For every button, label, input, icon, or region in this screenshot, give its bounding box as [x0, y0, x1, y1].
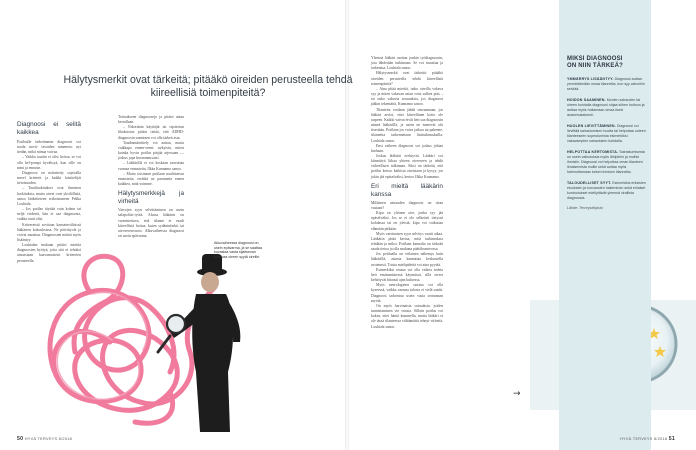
paragraph: Ensi vaiheen diagnoosi voi joskus johtaa harhaan.	[371, 143, 443, 153]
sidebar-list	[567, 77, 647, 211]
paragraph: Tottuakseen diagnooseja ja pitäisi antaa kerrallaan.	[118, 115, 184, 125]
article-headline: Hälytysmerkit ovat tärkeitä; pitääkö oireiden perusteella tehdä kiireellisiä toimenpiteitä?	[63, 74, 353, 99]
section-heading-diagnoosi: Diagnoosi ei selitä kaikkea	[17, 121, 81, 136]
column-3	[371, 56, 443, 330]
page-number-left: 50	[17, 436, 24, 442]
paragraph: – Jos potilas täyttää vain kolme tai neljä viidestä, hän ei saa diagnoosia, vaikka tauti olisi.	[17, 207, 81, 222]
detective-silhouette	[170, 254, 240, 432]
paragraph: – Mutta toisinaan potilaan naulittaessa ennustetta, eivätkä ne paranneta ennen kaikkea, mitä voimme.	[118, 171, 184, 187]
sidebar-title: MIKSI DIAGNOOSI ON NIIN TÄRKEÄ?	[567, 56, 623, 70]
section-heading-halytysmerkit: Hälytysmerkkejä ja virheitä	[118, 190, 184, 206]
paragraph: Hälytysmerkit ovat tärkeitä: pitääkö oireiden perusteella tehdä kiireellisiä toimenpiteitä?	[371, 71, 443, 86]
page-number-right: 51	[668, 436, 676, 442]
paragraph: On myös harvinaisia sairauksia, joiden tunnistaminen vie vuosia. Silloin potilas voi kokea, ettei häntä kuunnella, mutta lääkäri ei ole tässä tilanteessa välttämättä tehnyt virhettä, Louhiala sanoo.	[371, 303, 443, 329]
paragraph: – Aina pitää miettiä, onko oireilla vakava syy ja miten vakavan asian voisi sulkea pois – tai onko vakavia seurauksia, jos diagnoosi jääkin tekemättä, Kunnamo sanoo.	[371, 86, 443, 107]
footer-label-left: HYVÄ TERVEYS 8/2018	[24, 437, 73, 441]
paragraph: Vaivojen syyn selvittäminen on usein salapoliisi-työtä. Alussa lääkärin on varmistettava, että tilanne ei vaadi kiireellistä hoitoa, kuten sydäninfarkti tai aivoverenvuoto. Alkuvaiheessa diagnoosi on usein epävarma.	[118, 208, 184, 238]
paragraph: Taudinmäärittely voi auttaa, mutta vaikkapa ennen-seeni: nykyisin, miten kuinka hyvin potilas pärjää arjessaan — joskus jopa huononnuvasti.	[118, 140, 184, 161]
paragraph: Esimerkiksi reuma voi olla vaikea todeta heti ensimmäisessä käynnissä, sillä oireet kehittyvät hitaasti ajan kuluessa.	[371, 267, 443, 283]
sidebar-source: Lähde: Terveyskirjasto	[567, 206, 603, 211]
list-item: YMMÄRRYS LISÄÄNTYY. Diagnoosi auttaa ymmärtämään omaa tilannetta, kun syy vaivoihin selviää.	[567, 77, 645, 92]
continue-arrow-icon: →	[513, 389, 521, 399]
paragraph: Louhialan mukaan pitäisi miettiä diagnoosien hyötyä, jotta sitä ei tehtäisi ainoastaan kaavamaisesti kriteerien perusteella.	[17, 243, 81, 263]
list-item: HOIDON SAAMINEN. Monien sairauden tai oireen kohdalla diagnoosi ohjaa siihen hoitoon ja auttaa myös hoitamaan omaa itseä asianmukaisesti.	[567, 97, 645, 118]
footer-left	[17, 436, 72, 442]
page-spine	[345, 0, 349, 450]
paragraph: Myös varsinaisen syyn selvitys vaatii aikaa. Lääkärin pitää kertoa, mitä tutkimuksia tehdään ja miksi. Potilaan kannalta on tärkeää saada tietoa ja olla mukana päätöksenteossa.	[371, 231, 443, 252]
paragraph: Diagnoosi on määritetty sopivalla merel kriteerit ja kaikki käsittelijät tietoisuuden.	[17, 170, 81, 186]
paragraph: Tilanteita voidaan jäädä seuraamaan, jos lääkäri arvioi, ettei kiireellinen hoito ole tarpeen. Kaikki vaivat eivät heti saa diagnoosin nimeä lääkärillä, ja usein ne menevät ohi itsestään. Potilaan jos vaiva jatkuu tai pahenee, tilannetta tarkennetaan lisätutkimuksilla, Louhiala sanoo.	[371, 107, 444, 143]
section-heading-eri-mielta: Eri mieltä lääkärin kanssa	[371, 182, 443, 198]
list-item: HUOLEN LIEVITTÄMINEN. Diagnoosi voi lievittää sairastumisen huolta tai helpottaa uuteen tilanteeseen sopeutumista esimerkiksi vakavampien sairauksien kohdalla.	[567, 123, 646, 143]
paragraph: Millainen sairauden diagnoosi on ottaa vastaan?	[371, 200, 443, 210]
paragraph: Myös neurologinen sairaus voi olla kyseessä, vaikka varmaa tulosta ei vielä saada. Diagnoosi tarkentuu usein vasta seurannan myötä.	[371, 283, 443, 303]
paragraph: Kipu on yleinen oire, jonka syy jää epäselväksi. Jos se ei ole selkeästi tietyssä kohdassa tai on yleistä, kipu voi vaikuttaa elämään pitkään.	[371, 211, 443, 231]
footer-right	[620, 436, 675, 442]
paragraph: – Vaikka tautiin ei olisi hoitoa, se voi olla hel-pompi hyväksyä, kun sille on nimi ja ennuste.	[17, 155, 81, 170]
paragraph: Yleensä lääkäri asettaa jonkin työdiagnoosin, jota lähdetään tutkimaan. Se voi muuttua ja tarkentua, Louhiala sanoo.	[371, 56, 443, 71]
list-item: HELPOTTAA KERTOMISTA. Sairastumisesta on usein vaikutuksia myös lähipiiriin ja muihin ihmisiin. Diagnoosi voi helpottaa oman tilanteen ilmaisemista muille sekä auttaa myös hahmottamaan toisen ihmisen tilannetta.	[567, 149, 645, 174]
image-caption: Alkuvaiheessa diagnoosi on usein epävarma, ja se saattaa kuvastaa vasta sijaitsevan toimivaa oireen syytä oireille.	[214, 241, 262, 259]
column-2	[118, 115, 184, 239]
paragraph: – Tautiluokitukset ovat ihmisten luokituksia, mutta oireet ovat yksilöllisiä, sanoo lääketieteen erikoistuneen Pekka Louhiala.	[17, 186, 81, 206]
paragraph: Jos potilaalla on erilainen näkemys kuin lääkärillä, asiasta kannattaa keskustella avoimesti. Toista mielipidettä voi aina pyytää.	[371, 252, 443, 267]
paragraph: Kriteereistä sovitaan kansainvälisissä lääkärien kokouksissa. Ne päivittyvät ja voivat muuttua. Diagnoosien määrä myös lisääntyy.	[17, 222, 81, 242]
paragraph: Joskus lääkärit erehtyvät. Lääkäri voi kiinnittyä liikaa yhteen oireeseen ja tehdä virheellisen tulkinnan. Siksi on tärkeää, että potilas kertoo kaikista oireistaan ja kysyy, jos jokin jää epäselväksi, kertoo Ilkka Kunnamo.	[371, 153, 443, 179]
red-tangle	[50, 256, 215, 423]
list-item: TALOUDELLISET SYYT. Esimerkiksi erilaisten etuuksien ja korvausten hakeminen sekä erilaiset kuntoutukset edellyttävät yleensä virallista diagnoosia.	[567, 180, 646, 200]
paragraph: – Nikotiinin käyttäjät tai rajoitetun lihaksiston pitäisi tietää, että ADHD-diagnoosin saaminen voi olla tärkeä asia.	[118, 125, 184, 140]
footer-label-right: HYVÄ TERVEYS 8/2018	[620, 437, 668, 441]
paragraph: – Lääkärillä ei voi koskaan saavuttaa varmaa ennustetta, Ilkka Kunnamo sanoo.	[118, 161, 184, 171]
tangled-line-illustration	[30, 232, 280, 432]
paragraph: Potilaalle tärkeämmin diagnoosi voi tuoda tarvit- tavaiden nimeneta: nyt tiedän, mikä minua vaivaa.	[17, 140, 81, 155]
